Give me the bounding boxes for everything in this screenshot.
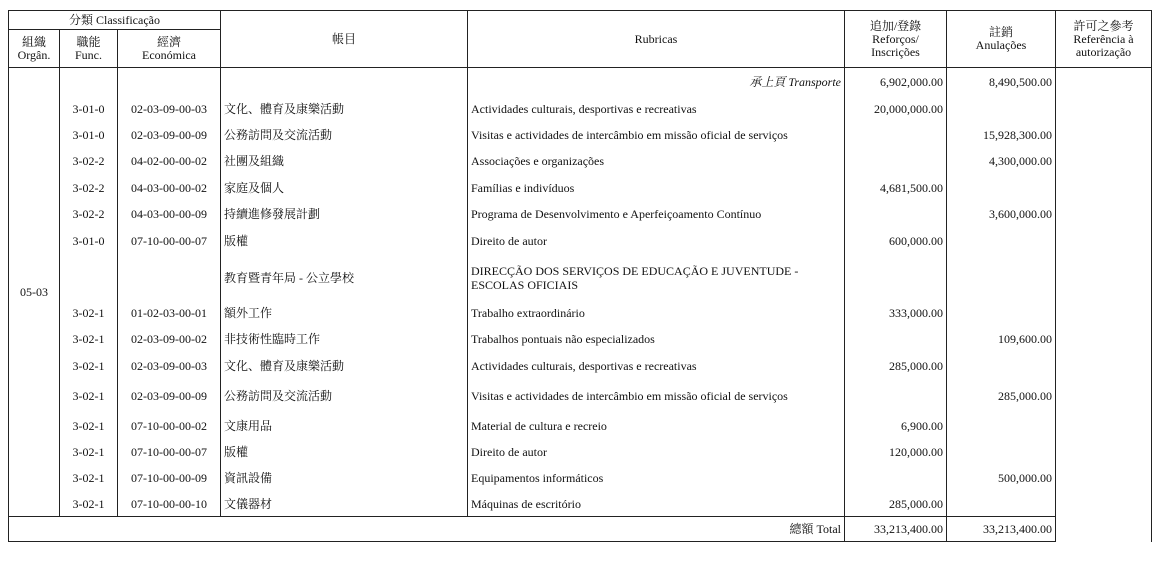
table-row bbox=[9, 380, 1152, 413]
row-account-zh: 社團及組織 bbox=[221, 148, 468, 175]
row-rubrica-pt: Direito de autor bbox=[468, 439, 845, 465]
row-reinforce bbox=[845, 255, 947, 301]
row-annul bbox=[947, 175, 1056, 201]
row-annul bbox=[947, 439, 1056, 465]
row-account-zh: 公務訪問及交流活動 bbox=[221, 122, 468, 148]
row-func: 3-02-1 bbox=[60, 465, 118, 492]
row-annul bbox=[947, 96, 1056, 122]
budget-table bbox=[8, 10, 1152, 542]
row-econ: 02-03-09-00-03 bbox=[118, 96, 221, 122]
row-econ: 04-03-00-00-09 bbox=[118, 201, 221, 228]
row-annul bbox=[947, 228, 1056, 255]
table-row bbox=[9, 175, 1152, 201]
table-row bbox=[9, 255, 1152, 301]
row-annul bbox=[947, 492, 1056, 517]
account-header: 帳目 bbox=[221, 11, 468, 68]
row-rubrica-pt: Visitas e actividades de intercâmbio em missão oficial de serviços bbox=[468, 380, 845, 413]
transport-label: 承上頁 Transporte bbox=[468, 68, 845, 96]
reinforce-header: 追加/登錄 Reforços/ Inscrições bbox=[845, 11, 947, 68]
row-annul: 4,300,000.00 bbox=[947, 148, 1056, 175]
rubricas-header: Rubricas bbox=[468, 11, 845, 68]
row-rubrica-pt: Programa de Desenvolvimento e Aperfeiçoamento Contínuo bbox=[468, 201, 845, 228]
row-account-zh: 公務訪問及交流活動 bbox=[221, 380, 468, 413]
row-reinforce bbox=[845, 122, 947, 148]
table-row bbox=[9, 122, 1152, 148]
row-econ: 02-03-09-00-09 bbox=[118, 380, 221, 413]
func-header: 職能 Func. bbox=[60, 30, 118, 68]
reference-column bbox=[1056, 68, 1152, 517]
row-econ: 02-03-09-00-03 bbox=[118, 353, 221, 380]
row-func: 3-02-1 bbox=[60, 492, 118, 517]
row-reinforce: 600,000.00 bbox=[845, 228, 947, 255]
row-econ: 04-02-00-00-02 bbox=[118, 148, 221, 175]
reference-header: 許可之參考 Referência à autorização bbox=[1056, 11, 1152, 68]
row-account-zh: 文儀器材 bbox=[221, 492, 468, 517]
table-row bbox=[9, 326, 1152, 353]
row-econ: 07-10-00-00-10 bbox=[118, 492, 221, 517]
row-reinforce: 6,900.00 bbox=[845, 413, 947, 439]
row-reinforce bbox=[845, 201, 947, 228]
row-account-zh: 教育暨青年局 - 公立學校 bbox=[221, 255, 468, 301]
row-econ: 02-03-09-00-09 bbox=[118, 122, 221, 148]
row-account-zh: 家庭及個人 bbox=[221, 175, 468, 201]
row-econ: 07-10-00-00-02 bbox=[118, 413, 221, 439]
row-rubrica-pt: Trabalho extraordinário bbox=[468, 301, 845, 326]
table-row bbox=[9, 465, 1152, 492]
row-reinforce: 20,000,000.00 bbox=[845, 96, 947, 122]
table-row bbox=[9, 439, 1152, 465]
row-econ: 01-02-03-00-01 bbox=[118, 301, 221, 326]
row-func: 3-01-0 bbox=[60, 228, 118, 255]
econ-header: 經濟 Económica bbox=[118, 30, 221, 68]
transport-row bbox=[9, 68, 1152, 96]
row-reinforce bbox=[845, 380, 947, 413]
organ-header: 組織 Orgân. bbox=[9, 30, 60, 68]
row-account-zh: 額外工作 bbox=[221, 301, 468, 326]
row-rubrica-pt: Direito de autor bbox=[468, 228, 845, 255]
classification-header: 分類 Classificação bbox=[9, 11, 221, 30]
row-rubrica-pt: Máquinas de escritório bbox=[468, 492, 845, 517]
row-reinforce: 285,000.00 bbox=[845, 492, 947, 517]
row-annul bbox=[947, 353, 1056, 380]
row-reinforce: 285,000.00 bbox=[845, 353, 947, 380]
total-label: 總額 Total bbox=[9, 517, 845, 542]
row-account-zh: 文康用品 bbox=[221, 413, 468, 439]
row-annul: 3,600,000.00 bbox=[947, 201, 1056, 228]
row-rubrica-pt: Associações e organizações bbox=[468, 148, 845, 175]
row-account-zh: 持續進修發展計劃 bbox=[221, 201, 468, 228]
row-annul: 500,000.00 bbox=[947, 465, 1056, 492]
row-rubrica-pt: Actividades culturais, desportivas e recreativas bbox=[468, 353, 845, 380]
organ-code: 05-03 bbox=[9, 68, 60, 517]
row-reinforce bbox=[845, 148, 947, 175]
row-rubrica-pt: Actividades culturais, desportivas e recreativas bbox=[468, 96, 845, 122]
row-account-zh: 資訊設備 bbox=[221, 465, 468, 492]
row-func: 3-02-1 bbox=[60, 301, 118, 326]
table-row bbox=[9, 96, 1152, 122]
row-reinforce: 4,681,500.00 bbox=[845, 175, 947, 201]
row-account-zh: 版權 bbox=[221, 439, 468, 465]
row-annul bbox=[947, 413, 1056, 439]
row-func: 3-02-1 bbox=[60, 326, 118, 353]
row-reinforce bbox=[845, 465, 947, 492]
annul-header: 註銷 Anulações bbox=[947, 11, 1056, 68]
row-func: 3-02-2 bbox=[60, 175, 118, 201]
row-account-zh: 文化、體育及康樂活動 bbox=[221, 353, 468, 380]
row-reinforce: 333,000.00 bbox=[845, 301, 947, 326]
table-row bbox=[9, 492, 1152, 517]
total-row bbox=[9, 517, 1152, 542]
row-rubrica-pt: DIRECÇÃO DOS SERVIÇOS DE EDUCAÇÃO E JUVENTUDE - ESCOLAS OFICIAIS bbox=[468, 255, 845, 301]
row-func: 3-02-2 bbox=[60, 148, 118, 175]
row-account-zh: 非技術性臨時工作 bbox=[221, 326, 468, 353]
row-econ: 07-10-00-00-07 bbox=[118, 439, 221, 465]
row-account-zh: 文化、體育及康樂活動 bbox=[221, 96, 468, 122]
row-annul: 15,928,300.00 bbox=[947, 122, 1056, 148]
row-rubrica-pt: Trabalhos pontuais não especializados bbox=[468, 326, 845, 353]
row-annul: 285,000.00 bbox=[947, 380, 1056, 413]
total-annul: 33,213,400.00 bbox=[947, 517, 1056, 542]
row-reinforce: 120,000.00 bbox=[845, 439, 947, 465]
row-annul bbox=[947, 301, 1056, 326]
table-row bbox=[9, 148, 1152, 175]
row-econ bbox=[118, 255, 221, 301]
row-func: 3-02-1 bbox=[60, 380, 118, 413]
row-func: 3-02-1 bbox=[60, 353, 118, 380]
row-func: 3-02-2 bbox=[60, 201, 118, 228]
row-func: 3-02-1 bbox=[60, 413, 118, 439]
table-row bbox=[9, 228, 1152, 255]
row-rubrica-pt: Material de cultura e recreio bbox=[468, 413, 845, 439]
row-econ: 07-10-00-00-07 bbox=[118, 228, 221, 255]
row-func: 3-01-0 bbox=[60, 96, 118, 122]
table-row bbox=[9, 413, 1152, 439]
table-row bbox=[9, 201, 1152, 228]
transport-reinforce: 6,902,000.00 bbox=[845, 68, 947, 96]
row-econ: 04-03-00-00-02 bbox=[118, 175, 221, 201]
row-func: 3-01-0 bbox=[60, 122, 118, 148]
row-func bbox=[60, 255, 118, 301]
total-reinforce: 33,213,400.00 bbox=[845, 517, 947, 542]
row-annul: 109,600.00 bbox=[947, 326, 1056, 353]
table-row bbox=[9, 301, 1152, 326]
row-econ: 07-10-00-00-09 bbox=[118, 465, 221, 492]
row-reinforce bbox=[845, 326, 947, 353]
row-annul bbox=[947, 255, 1056, 301]
row-func: 3-02-1 bbox=[60, 439, 118, 465]
row-rubrica-pt: Visitas e actividades de intercâmbio em missão oficial de serviços bbox=[468, 122, 845, 148]
row-econ: 02-03-09-00-02 bbox=[118, 326, 221, 353]
table-row bbox=[9, 353, 1152, 380]
row-rubrica-pt: Equipamentos informáticos bbox=[468, 465, 845, 492]
row-account-zh: 版權 bbox=[221, 228, 468, 255]
transport-annul: 8,490,500.00 bbox=[947, 68, 1056, 96]
row-rubrica-pt: Famílias e indivíduos bbox=[468, 175, 845, 201]
